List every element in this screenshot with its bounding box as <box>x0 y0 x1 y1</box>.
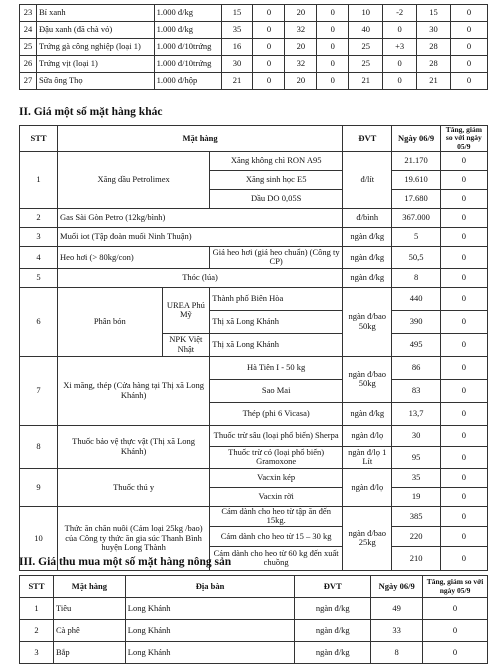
cell-stt: 25 <box>20 39 37 56</box>
farm-produce-price-table <box>19 575 488 664</box>
cell-name: Tiêu <box>53 598 125 620</box>
cell-area: Long Khánh <box>125 642 295 664</box>
g10-chg-0: 0 <box>440 506 487 526</box>
table-row <box>20 39 488 56</box>
g1-chg-2: 0 <box>440 189 487 208</box>
g6-chg-1: 0 <box>440 310 487 333</box>
g1-unit: đ/lít <box>343 151 392 208</box>
s3-header-stt: STT <box>20 576 54 598</box>
s3-header-item: Mặt hàng <box>53 576 125 598</box>
cell-v4: 0 <box>317 56 349 73</box>
g9-chg-1: 0 <box>440 487 487 506</box>
cell-name: Trứng vịt (loại 1) <box>36 56 154 73</box>
cell-stt: 2 <box>20 620 54 642</box>
g10-unit: ngàn đ/bao 25kg <box>343 506 392 570</box>
cell-v8: 0 <box>451 73 488 90</box>
cell-unit: 1.000 đ/kg <box>154 5 221 22</box>
g8-unit-0: ngàn đ/lọ <box>343 425 392 446</box>
g1-price-0: 21.170 <box>392 151 440 170</box>
table-row <box>20 598 488 620</box>
g3-price: 5 <box>392 227 440 246</box>
g7-price-2: 13,7 <box>392 402 440 425</box>
cell-v3: 20 <box>285 73 317 90</box>
g7-stt: 7 <box>20 356 58 425</box>
g4-stt: 4 <box>20 246 58 268</box>
other-goods-price-table <box>19 125 488 571</box>
g9-stt: 9 <box>20 468 58 506</box>
cell-v4: 0 <box>317 22 349 39</box>
g10-name: Thức ăn chăn nuôi (Cám loại 25kg /bao) của Công ty thức ăn gia súc Thanh Bình huyện Long Thành <box>58 506 210 570</box>
cell-v1: 16 <box>221 39 253 56</box>
cell-v2: 0 <box>253 73 285 90</box>
section-2-title: II. Giá một số mặt hàng khác <box>19 106 163 118</box>
cell-v8: 0 <box>451 22 488 39</box>
price-table-continued <box>19 4 488 90</box>
cell-v4: 0 <box>317 39 349 56</box>
g10-price-0: 385 <box>392 506 440 526</box>
g7-unit-bag: ngàn đ/bao 50kg <box>343 356 392 402</box>
g2-name: Gas Sài Gòn Petro (12kg/bình) <box>58 208 343 227</box>
g1-stt: 1 <box>20 151 58 208</box>
cell-name: Sữa ông Thọ <box>36 73 154 90</box>
g9-item-1: Vacxin rời <box>210 487 343 506</box>
g10-item-2: Cám dành cho heo từ 60 kg đến xuất chuồng <box>210 546 343 570</box>
g1-price-1: 19.610 <box>392 170 440 189</box>
cell-v6: 0 <box>383 22 417 39</box>
cell-price: 49 <box>371 598 423 620</box>
g3-stt: 3 <box>20 227 58 246</box>
g4-sub: Giá heo hơi (giá heo chuẩn) (Công ty CP) <box>210 246 343 268</box>
header-item: Mặt hàng <box>58 126 343 152</box>
g6-chg-0: 0 <box>440 287 487 310</box>
g4-price: 50,5 <box>392 246 440 268</box>
g9-price-1: 19 <box>392 487 440 506</box>
g7-item-0: Hà Tiên I - 50 kg <box>210 356 343 379</box>
cell-stt: 23 <box>20 5 37 22</box>
g2-chg: 0 <box>440 208 487 227</box>
g7-item-2: Thép (phi 6 Vicasa) <box>210 402 343 425</box>
cell-unit: ngàn đ/kg <box>295 620 371 642</box>
g1-chg-1: 0 <box>440 170 487 189</box>
cell-v3: 32 <box>285 22 317 39</box>
s3-header-date: Ngày 06/9 <box>371 576 423 598</box>
g9-unit: ngàn đ/lọ <box>343 468 392 506</box>
cell-area: Long Khánh <box>125 620 295 642</box>
cell-v1: 35 <box>221 22 253 39</box>
cell-v6: 0 <box>383 73 417 90</box>
cell-stt: 3 <box>20 642 54 664</box>
g6-chg-2: 0 <box>440 333 487 356</box>
g7-chg-1: 0 <box>440 379 487 402</box>
cell-v8: 0 <box>451 39 488 56</box>
cell-v1: 21 <box>221 73 253 90</box>
g2-price: 367.000 <box>392 208 440 227</box>
cell-name: Bí xanh <box>36 5 154 22</box>
cell-v2: 0 <box>253 56 285 73</box>
g1-item-0: Xăng không chì RON A95 <box>210 151 343 170</box>
g3-chg: 0 <box>440 227 487 246</box>
g10-item-1: Cám dành cho heo từ 15 – 30 kg <box>210 526 343 546</box>
g4-unit: ngàn đ/kg <box>343 246 392 268</box>
cell-v7: 28 <box>417 39 451 56</box>
cell-stt: 27 <box>20 73 37 90</box>
cell-v5: 25 <box>349 39 383 56</box>
g6-price-2: 495 <box>392 333 440 356</box>
g10-price-2: 210 <box>392 546 440 570</box>
g6-stt: 6 <box>20 287 58 356</box>
table-row <box>20 620 488 642</box>
g7-price-1: 83 <box>392 379 440 402</box>
cell-v6: 0 <box>383 56 417 73</box>
cell-v4: 0 <box>317 5 349 22</box>
g5-chg: 0 <box>440 268 487 287</box>
g7-unit-kg: ngàn đ/kg <box>343 402 392 425</box>
cell-v8: 0 <box>451 56 488 73</box>
cell-v5: 10 <box>349 5 383 22</box>
g6-item-1: Thị xã Long Khánh <box>210 310 343 333</box>
g10-item-0: Cám dành cho heo từ tập ăn đến 15kg. <box>210 506 343 526</box>
cell-chg: 0 <box>423 598 488 620</box>
g6-item-2: Thị xã Long Khánh <box>210 333 343 356</box>
g8-unit-1: ngàn đ/lọ 1 Lít <box>343 446 392 468</box>
s3-header-unit: ĐVT <box>295 576 371 598</box>
cell-v3: 20 <box>285 39 317 56</box>
cell-unit: 1.000 đ/hộp <box>154 73 221 90</box>
cell-v6: +3 <box>383 39 417 56</box>
g3-name: Muối iot (Tập đoàn muối Ninh Thuận) <box>58 227 343 246</box>
g6-price-1: 390 <box>392 310 440 333</box>
table-row <box>20 22 488 39</box>
cell-price: 8 <box>371 642 423 664</box>
cell-area: Long Khánh <box>125 598 295 620</box>
g6-unit: ngàn đ/bao 50kg <box>343 287 392 356</box>
g5-stt: 5 <box>20 268 58 287</box>
g7-chg-0: 0 <box>440 356 487 379</box>
table-row <box>20 56 488 73</box>
g6-item-0: Thành phố Biên Hòa <box>210 287 343 310</box>
g5-unit: ngàn đ/kg <box>343 268 392 287</box>
cell-name: Trứng gà công nghiệp (loại 1) <box>36 39 154 56</box>
cell-name: Đậu xanh (đã chà vỏ) <box>36 22 154 39</box>
g5-name: Thóc (lúa) <box>58 268 343 287</box>
cell-v2: 0 <box>253 5 285 22</box>
cell-name: Bắp <box>53 642 125 664</box>
section-3-title: III. Giá thu mua một số mặt hàng nông sản <box>19 556 232 568</box>
header-date: Ngày 06/9 <box>392 126 440 152</box>
g9-item-0: Vacxin kép <box>210 468 343 487</box>
g7-item-1: Sao Mai <box>210 379 343 402</box>
cell-v3: 32 <box>285 56 317 73</box>
g1-price-2: 17.680 <box>392 189 440 208</box>
cell-price: 33 <box>371 620 423 642</box>
g8-item-1: Thuốc trừ cỏ (loại phổ biến) Gramoxone <box>210 446 343 468</box>
g3-unit: ngàn đ/kg <box>343 227 392 246</box>
cell-v6: -2 <box>383 5 417 22</box>
cell-v4: 0 <box>317 73 349 90</box>
cell-v5: 25 <box>349 56 383 73</box>
cell-name: Cà phê <box>53 620 125 642</box>
cell-v8: 0 <box>451 5 488 22</box>
g10-stt: 10 <box>20 506 58 570</box>
header-stt: STT <box>20 126 58 152</box>
g1-name: Xăng dầu Petrolimex <box>58 151 210 208</box>
cell-stt: 26 <box>20 56 37 73</box>
g10-price-1: 220 <box>392 526 440 546</box>
cell-v7: 30 <box>417 22 451 39</box>
cell-v2: 0 <box>253 22 285 39</box>
cell-unit: 1.000 đ/kg <box>154 22 221 39</box>
header-unit: ĐVT <box>343 126 392 152</box>
s3-header-change: Tăng, giảm so với ngày 05/9 <box>423 576 488 598</box>
cell-v7: 28 <box>417 56 451 73</box>
g8-stt: 8 <box>20 425 58 468</box>
g8-item-0: Thuốc trừ sâu (loại phổ biến) Sherpa <box>210 425 343 446</box>
g1-chg-0: 0 <box>440 151 487 170</box>
g6-brand-urea: UREA Phú Mỹ <box>162 287 210 333</box>
g10-chg-1: 0 <box>440 526 487 546</box>
cell-stt: 1 <box>20 598 54 620</box>
cell-chg: 0 <box>423 620 488 642</box>
g2-stt: 2 <box>20 208 58 227</box>
cell-v2: 0 <box>253 39 285 56</box>
g8-chg-0: 0 <box>440 425 487 446</box>
g2-unit: đ/bình <box>343 208 392 227</box>
g8-price-0: 30 <box>392 425 440 446</box>
cell-unit: 1.000 đ/10trứng <box>154 39 221 56</box>
g7-price-0: 86 <box>392 356 440 379</box>
g4-name: Heo hơi (> 80kg/con) <box>58 246 210 268</box>
g6-name: Phân bón <box>58 287 162 356</box>
g4-chg: 0 <box>440 246 487 268</box>
g1-item-1: Xăng sinh học E5 <box>210 170 343 189</box>
s3-header-area: Địa bàn <box>125 576 295 598</box>
cell-v7: 21 <box>417 73 451 90</box>
g7-name: Xi măng, thép (Cửa hàng tại Thị xã Long Khánh) <box>58 356 210 425</box>
g1-item-2: Dầu DO 0,05S <box>210 189 343 208</box>
g9-name: Thuốc thú y <box>58 468 210 506</box>
cell-v5: 21 <box>349 73 383 90</box>
g7-chg-2: 0 <box>440 402 487 425</box>
cell-v5: 40 <box>349 22 383 39</box>
table-row <box>20 642 488 664</box>
header-change: Tăng, giảm so với ngày 05/9 <box>440 126 487 152</box>
g10-chg-2: 0 <box>440 546 487 570</box>
g8-chg-1: 0 <box>440 446 487 468</box>
g6-price-0: 440 <box>392 287 440 310</box>
cell-unit: ngàn đ/kg <box>295 598 371 620</box>
cell-stt: 24 <box>20 22 37 39</box>
table-row <box>20 73 488 90</box>
g8-name: Thuốc bảo vệ thực vật (Thị xã Long Khánh) <box>58 425 210 468</box>
cell-unit: ngàn đ/kg <box>295 642 371 664</box>
cell-v1: 30 <box>221 56 253 73</box>
g8-price-1: 95 <box>392 446 440 468</box>
g9-price-0: 35 <box>392 468 440 487</box>
g6-brand-npk: NPK Việt Nhật <box>162 333 210 356</box>
cell-unit: 1.000 đ/10trứng <box>154 56 221 73</box>
table-row <box>20 5 488 22</box>
cell-v7: 15 <box>417 5 451 22</box>
g5-price: 8 <box>392 268 440 287</box>
cell-chg: 0 <box>423 642 488 664</box>
g9-chg-0: 0 <box>440 468 487 487</box>
cell-v3: 20 <box>285 5 317 22</box>
cell-v1: 15 <box>221 5 253 22</box>
